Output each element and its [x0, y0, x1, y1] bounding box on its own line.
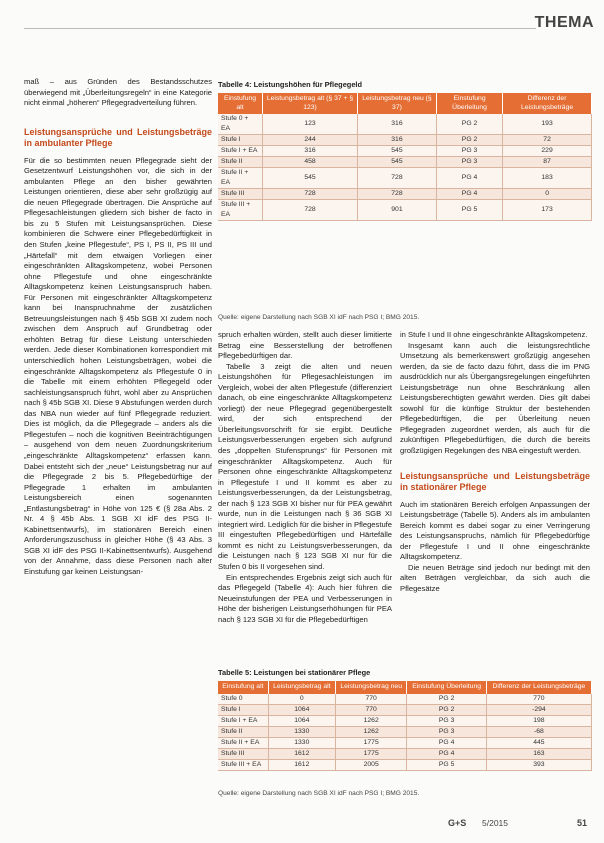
table-cell: 770: [486, 694, 591, 705]
table-cell: Stufe I + EA: [218, 146, 263, 157]
table-cell: 1330: [268, 737, 335, 748]
table-cell: Stufe I: [218, 704, 268, 715]
issue-number: 5/2015: [482, 818, 508, 828]
table-cell: 901: [357, 200, 436, 221]
table-row: [218, 694, 592, 705]
column-header: Leistungsbetrag alt (§ 37 + § 123): [263, 93, 358, 114]
table-row: [218, 704, 592, 715]
table4-source: Quelle: eigene Darstellung nach SGB XI idF nach PSG I; BMG 2015.: [218, 314, 420, 321]
table-cell: 0: [268, 694, 335, 705]
table-row: [218, 157, 592, 168]
table-cell: 2005: [335, 759, 407, 770]
table-cell: 316: [357, 135, 436, 146]
table-cell: 193: [503, 114, 592, 135]
table-cell: 87: [503, 157, 592, 168]
table-cell: 316: [263, 146, 358, 157]
table5-source: Quelle: eigene Darstellung nach SGB XI idF nach PSG I; BMG 2015.: [218, 790, 420, 797]
column-3: [400, 330, 590, 594]
table-cell: PG 4: [436, 189, 502, 200]
table-cell: 72: [503, 135, 592, 146]
table-cell: 770: [335, 694, 407, 705]
table-cell: 163: [486, 748, 591, 759]
table-row: [218, 748, 592, 759]
column-header: Einstufung Überleitung: [407, 681, 486, 694]
table-cell: 123: [263, 114, 358, 135]
table-cell: PG 2: [436, 114, 502, 135]
table-row: [218, 135, 592, 146]
col3-paragraph-4: Die neuen Beträge sind jedoch nur bedingt mit den alten Beträgen vergleichbar, da sich auch die Pflegesätze: [400, 562, 590, 593]
table-cell: Stufe III + EA: [218, 200, 263, 221]
table-cell: Stufe 0: [218, 694, 268, 705]
table-cell: Stufe III: [218, 748, 268, 759]
column-header: Leistungsbetrag alt: [268, 681, 335, 694]
table-cell: Stufe III: [218, 189, 263, 200]
column-header: Leistungsbetrag neu (§ 37): [357, 93, 436, 114]
table-row: [218, 759, 592, 770]
table-cell: 545: [263, 168, 358, 189]
table-cell: PG 4: [407, 737, 486, 748]
table-cell: Stufe 0 + EA: [218, 114, 263, 135]
table-cell: 445: [486, 737, 591, 748]
column-header: Einstufung Überleitung: [436, 93, 502, 114]
table-row: [218, 189, 592, 200]
table-cell: 1330: [268, 726, 335, 737]
table-cell: 183: [503, 168, 592, 189]
table4: [218, 93, 592, 221]
table5-caption: Tabelle 5: Leistungen bei stationärer Pflege: [218, 668, 371, 677]
table-cell: Stufe III + EA: [218, 759, 268, 770]
table-cell: PG 5: [407, 759, 486, 770]
table-cell: 1064: [268, 715, 335, 726]
table-cell: PG 5: [436, 200, 502, 221]
col2-paragraph-2: Tabelle 3 zeigt die alten und neuen Leistungshöhen für Pflegesachleistungen im Vergleich, wobei der alten Pflegestufe (differenziert danach, ob eine eingeschränkte Alltagskompetenz vorliegt) der neue Pflegegrad gegenübergestellt wird, der sich entsprechend der Überleitungsvorschrift für sie ergibt. Deutliche Leistungsverbesserungen ergeben sich aufgrund des „doppelten Stufensprungs“ für Personen mit eingeschränkter Alltagskompetenz. Auch für Personen ohne eingeschränkte Alltagskompetenz in Pflegestufe I und II kommt es aber zu Leistungsverbesserungen, da der Leistungsbetrag, der nach § 123 SGB XI bisher nur für PEA gewährt wurde, nun in die Leistungen nach § 36 SGB XI integriert wird. Lediglich für die bisher in Pflegestufe III eingestuften Pflegebedürftigen und Härtefälle kommt es nicht zu Leistungsverbesserungen, da die Leistungen nach § 123 SGB XI nur für die Stufen 0 bis II vorgesehen sind.: [218, 361, 392, 572]
column-header: Einstufung alt: [218, 681, 268, 694]
column-header: Differenz der Leistungsbeträge: [486, 681, 591, 694]
column-header: Differenz der Leistungsbeträge: [503, 93, 592, 114]
table-cell: 728: [263, 189, 358, 200]
col2-paragraph-1: spruch erhalten würden, stellt auch dieser limitierte Betrag eine Besserstellung der betroffenen Pflegebedürftigen dar.: [218, 330, 392, 361]
table-cell: 1064: [268, 704, 335, 715]
table-cell: PG 2: [407, 694, 486, 705]
column-2: [218, 330, 392, 625]
table-cell: 1612: [268, 748, 335, 759]
table-cell: PG 2: [436, 135, 502, 146]
journal-logo: G+S: [448, 818, 467, 828]
table-cell: PG 3: [436, 146, 502, 157]
table-cell: 545: [357, 146, 436, 157]
col3-paragraph-1: in Stufe I und II ohne eingeschränkte Alltagskompetenz.: [400, 330, 588, 339]
body-paragraph: Für die so bestimmten neuen Pflegegrade sieht der Gesetzentwurf Leistungshöhen vor, die sich in der ambulanten Pflege an den bisher gewährten Leistungen orientieren, diese aber sehr großzügig auf die neuen Pflegegrade übertragen. Die Ansprüche auf Pflegesachleistungen gliedern sich bisher de facto in bis zu 5 Stufen mit Leistungsansprüchen. Diese kombinieren die Schwere einer Pflegebedürftigkeit in den Stufen „keine Pflegestufe“, PS I, PS II, PS III und „Härtefall“ mit dem etwaigen Vorliegen einer eingeschränkten Alltagskompetenz, wobei Personen ohne Pflegestufe und ohne eingeschränkte Alltagskompetenz keinen Leistungsanspruch haben. Für Personen mit eingeschränkter Alltagskompetenz kann bei Inanspruchnahme der zusätzlichen Betreuungsleistungen nach § 45b SGB XI zudem noch zwischen dem Anspruch auf Grundbetrag oder erhöhten Betrag für diese Leistung unterschieden werden. Jede dieser Kombinationen korrespondiert mit unterschiedlich hohen Leistungsbeträgen, wobei die eingeschränkte Alltagskompetenz als Pflegestufe 0 in die Tabelle mit einem erhöhten Pflegegeld oder sachleistungsanspruch führt, wohl aber zu Ansprüchen nach § 45b SGB XI. Diese 9 Abstufungen werden durch das NBA nun wieder auf fünf Pflegegrade reduziert. Dies ist möglich, da die Pflegegrade – anders als die Pflegestufen – noch die kognitiven Beeinträchtigungen – ausgehend von dem neuen Zuordnungskriterium „eingeschränkte Alltagskompetenz“ erfassen kann. Dabei entsteht sich der „neue“ Leistungsbetrag nur auf die Pflegegrade 2 bis 5. Pflegebedürftige der Pflegegrade 1 erhalten im ambulanten Leistungsbereich einen sogenannten „Entlastungsbetrag“ in Höhe von 125 € (§ 28a Abs. 2 Nr. 4 § 45b Abs. 1 SGB XI idF des PSG II-Kabinettsentwurfs), im stationären Bereich einen Anforderungszuschuss in gleicher Höhe (§ 43 Abs. 3 SGB XI idF des PSG II-Kabinettsentwurfs). Ausgehend von der Annahme, dass diese Personen nach alter Einstufung gar keinen Leistungsan-: [24, 155, 212, 576]
table-cell: Stufe II: [218, 157, 263, 168]
table-cell: 728: [263, 200, 358, 221]
table-row: [218, 146, 592, 157]
table-row: [218, 715, 592, 726]
table-cell: 1775: [335, 748, 407, 759]
table-cell: -294: [486, 704, 591, 715]
table-cell: -68: [486, 726, 591, 737]
table-cell: 229: [503, 146, 592, 157]
table-cell: 728: [357, 189, 436, 200]
table-cell: Stufe II + EA: [218, 737, 268, 748]
table-cell: PG 3: [407, 715, 486, 726]
table-row: [218, 200, 592, 221]
table-cell: 728: [357, 168, 436, 189]
table-cell: 173: [503, 200, 592, 221]
table5: [218, 681, 592, 771]
column-header: Einstufung alt: [218, 93, 263, 114]
heading-stationaer: Leistungsansprüche und Leistungsbeträge in stationärer Pflege: [400, 470, 590, 493]
column-1: [24, 77, 212, 578]
table-cell: 0: [503, 189, 592, 200]
table-cell: PG 2: [407, 704, 486, 715]
table-cell: PG 4: [436, 168, 502, 189]
table-cell: PG 4: [407, 748, 486, 759]
column-header: Leistungsbetrag neu: [335, 681, 407, 694]
col3-paragraph-2: Insgesamt kann auch die leistungsrechtliche Umsetzung als bemerkenswert großzügig angesehen werden, da sie de facto dazu führt, dass die im PNG ausdrücklich nur als Übergangsregelungen eingeführten Leistungsbeträge nun ohne Beschränkung allen Leistungsberechtigten gewährt werden. Dies gilt dabei sowohl für die künftige Struktur der bestehenden Pflegebedürftigen, die per Überleitung neuen Pflegegraden zugeordnet werden, als auch für die zukünftigen Pflegebedürftigen, die durch die bereits großzügigen Regelungen des NBA eingestuft werden.: [400, 340, 590, 456]
table-cell: Stufe II + EA: [218, 168, 263, 189]
col3-paragraph-3: Auch im stationären Bereich erfolgen Anpassungen der Leistungsbeträge (Tabelle 5). Anders als im ambulanten Bereich kommt es dabei sogar zu einer Verringerung des Leistungsanspruchs, nämlich für Pflegebedürftige der Pflegestufe I und II ohne eingeschränkte Alltagskompetenz.: [400, 499, 590, 562]
table-cell: 1775: [335, 737, 407, 748]
table-row: [218, 737, 592, 748]
table-cell: 1262: [335, 715, 407, 726]
table-cell: 244: [263, 135, 358, 146]
table-cell: Stufe I + EA: [218, 715, 268, 726]
table-cell: 1612: [268, 759, 335, 770]
table-cell: 770: [335, 704, 407, 715]
table-cell: 393: [486, 759, 591, 770]
table4-caption: Tabelle 4: Leistungshöhen für Pflegegeld: [218, 80, 362, 89]
header-rule: [24, 28, 536, 29]
section-title: THEMA: [534, 14, 594, 31]
table-cell: 316: [357, 114, 436, 135]
table-row: [218, 726, 592, 737]
table-cell: Stufe I: [218, 135, 263, 146]
page-number: 51: [577, 818, 588, 828]
heading-ambulant: Leistungsansprüche und Leistungsbeträge in ambulanter Pflege: [24, 126, 212, 149]
table-cell: 198: [486, 715, 591, 726]
table-cell: PG 3: [407, 726, 486, 737]
table-cell: Stufe II: [218, 726, 268, 737]
table-cell: PG 3: [436, 157, 502, 168]
table-cell: 458: [263, 157, 358, 168]
col2-paragraph-3: Ein entsprechendes Ergebnis zeigt sich auch für das Pflegegeld (Tabelle 4): Auch hier führen die Neueinstufungen der PEA und Verbesserungen in Höhe der bisherigen Leistungserhöhungen für PEA nach § 123 SGB XI für die Pflegebedürftigen: [218, 572, 392, 624]
table-row: [218, 114, 592, 135]
intro-paragraph: maß – aus Gründen des Bestandsschutzes überwiegend mit „Überleitungsregeln“ in eine Kategorie nicht einmal „höheren“ Pflegegradverteilung führen.: [24, 77, 212, 108]
table-cell: 545: [357, 157, 436, 168]
table-cell: 1262: [335, 726, 407, 737]
table-row: [218, 168, 592, 189]
